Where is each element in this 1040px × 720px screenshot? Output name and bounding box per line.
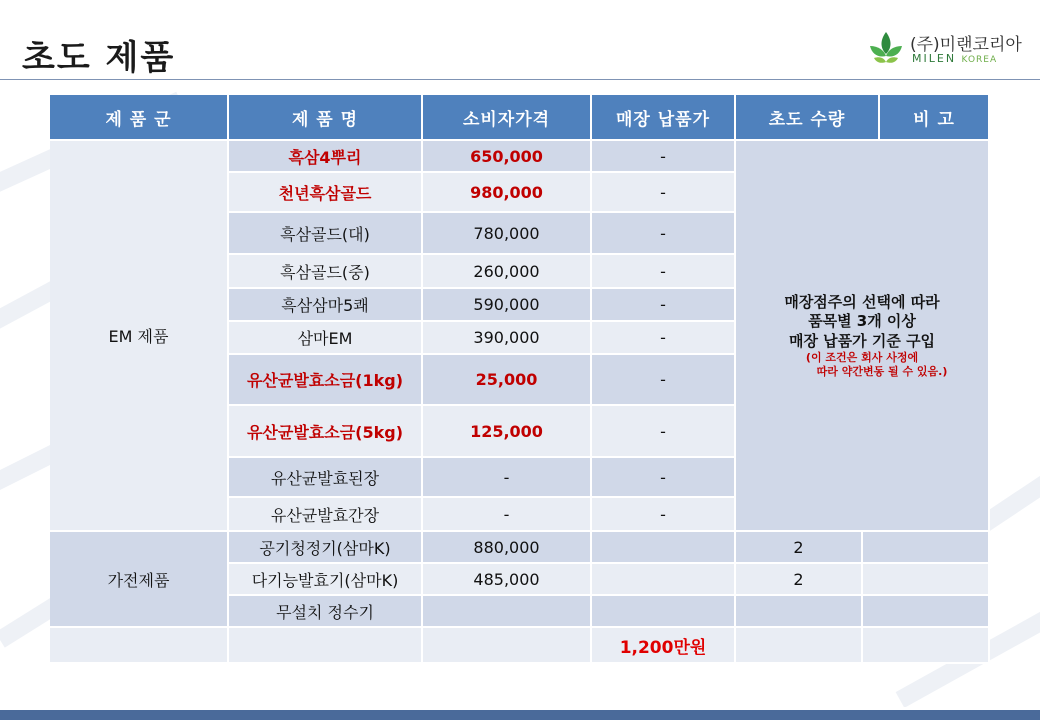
product-name-cell: 흑삼골드(대)	[229, 213, 423, 255]
logo-english-name	[912, 52, 997, 65]
em-purchase-note	[736, 141, 990, 532]
total-empty-cell	[863, 628, 990, 664]
logo-english-main: MILEN	[912, 52, 957, 65]
price-cell: 590,000	[423, 289, 592, 322]
total-empty-cell	[736, 628, 863, 664]
table-header-row	[50, 95, 990, 141]
logo-korean-name: (주)미랜코리아	[910, 35, 1022, 55]
supply-cell: -	[592, 141, 736, 173]
company-logo	[866, 28, 1022, 70]
header-initial-qty: 초도 수량	[736, 95, 880, 139]
header-remarks: 비 고	[913, 109, 955, 130]
price-cell: 880,000	[423, 532, 592, 564]
supply-cell: -	[592, 255, 736, 289]
note-line-3: 매장 납품가 기준 구입	[788, 331, 936, 350]
supply-total: 1,200만원	[592, 628, 736, 664]
product-table	[50, 95, 990, 664]
supply-cell: -	[592, 173, 736, 213]
note-sub-1: (이 조건은 회사 사정에	[805, 351, 919, 364]
supply-cell	[592, 596, 736, 628]
price-cell: 25,000	[423, 355, 592, 406]
supply-cell: -	[592, 406, 736, 458]
bottom-accent-bar	[0, 710, 1040, 720]
note-line-1: 매장점주의 선택에 따라	[784, 292, 940, 311]
price-cell: -	[423, 458, 592, 498]
qty-cell	[736, 596, 863, 628]
header-qty-and-remarks	[736, 95, 990, 141]
category-em: EM 제품	[50, 141, 229, 532]
product-name-cell: 다기능발효기(삼마K)	[229, 564, 423, 596]
price-cell: 780,000	[423, 213, 592, 255]
price-cell: 485,000	[423, 564, 592, 596]
product-name-cell: 흑삼4뿌리	[229, 141, 423, 173]
leaf-logo-icon	[866, 28, 906, 68]
product-name-cell: 유산균발효된장	[229, 458, 423, 498]
header-consumer-price: 소비자가격	[423, 95, 592, 141]
product-name-cell: 유산균발효소금(5kg)	[229, 406, 423, 458]
supply-cell: -	[592, 498, 736, 532]
product-name-cell: 흑삼골드(중)	[229, 255, 423, 289]
product-name-cell: 천년흑삼골드	[229, 173, 423, 213]
supply-cell: -	[592, 458, 736, 498]
remark-cell	[863, 532, 990, 564]
header-product-name: 제 품 명	[229, 95, 423, 141]
note-sub-2: 따라 약간변동 될 수 있음.)	[816, 364, 948, 378]
price-cell: 650,000	[423, 141, 592, 173]
product-name-cell: 흑삼삼마5쾌	[229, 289, 423, 322]
product-name-cell: 공기청정기(삼마K)	[229, 532, 423, 564]
price-cell: 980,000	[423, 173, 592, 213]
category-appliance: 가전제품	[50, 532, 229, 628]
total-empty-cell	[50, 628, 229, 664]
qty-cell: 2	[736, 564, 863, 596]
product-name-cell: 유산균발효간장	[229, 498, 423, 532]
logo-english-sub: KOREA	[961, 55, 998, 65]
supply-cell	[592, 532, 736, 564]
supply-cell: -	[592, 213, 736, 255]
header-category: 제 품 군	[50, 95, 229, 141]
price-cell	[423, 596, 592, 628]
product-name-cell: 삼마EM	[229, 322, 423, 355]
page-title: 초도 제품	[22, 38, 176, 78]
product-name-cell: 유산균발효소금(1kg)	[229, 355, 423, 406]
qty-cell: 2	[736, 532, 863, 564]
price-cell: 260,000	[423, 255, 592, 289]
supply-cell	[592, 564, 736, 596]
supply-cell: -	[592, 355, 736, 406]
total-empty-cell	[229, 628, 423, 664]
header-store-supply-price: 매장 납품가	[592, 95, 736, 141]
remark-cell	[863, 596, 990, 628]
title-divider	[0, 79, 1040, 80]
total-row	[50, 628, 990, 664]
price-cell: -	[423, 498, 592, 532]
supply-cell: -	[592, 289, 736, 322]
total-empty-cell	[423, 628, 592, 664]
remark-cell	[863, 564, 990, 596]
table-row	[50, 532, 990, 564]
supply-cell: -	[592, 322, 736, 355]
product-name-cell: 무설치 정수기	[229, 596, 423, 628]
table-row	[50, 141, 990, 173]
note-line-2: 품목별 3개 이상	[808, 312, 916, 330]
price-cell: 390,000	[423, 322, 592, 355]
price-cell: 125,000	[423, 406, 592, 458]
